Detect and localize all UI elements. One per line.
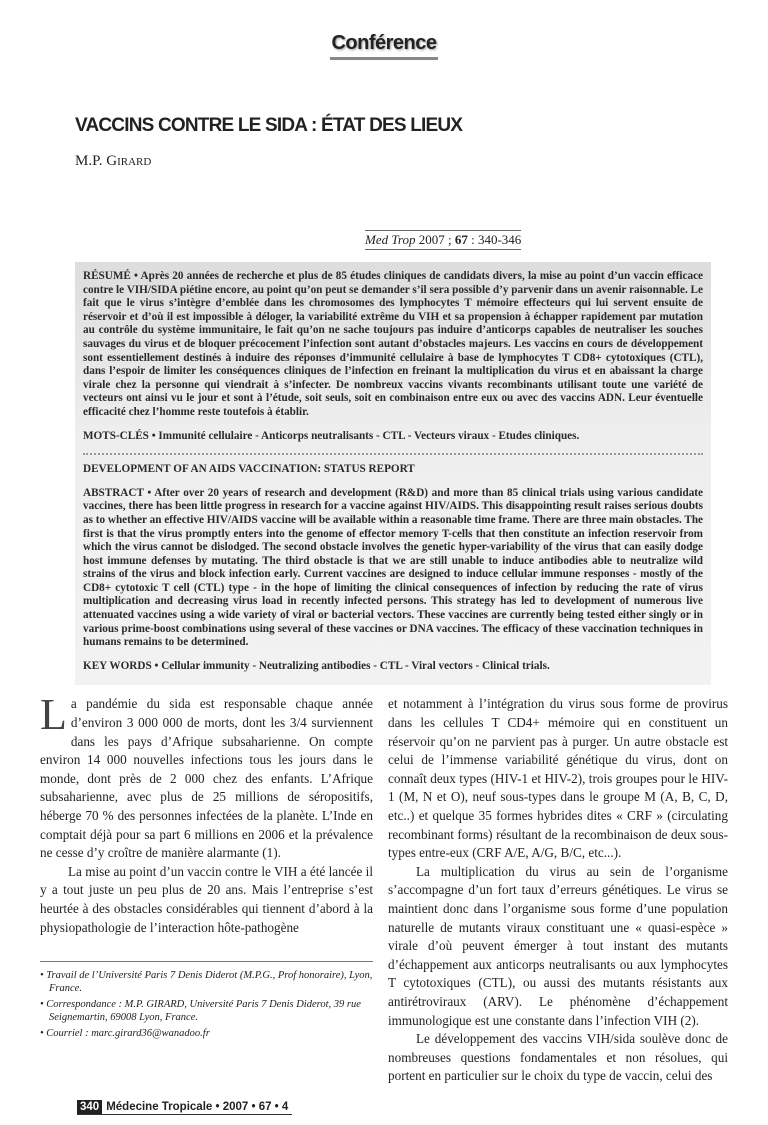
- footnote-affiliation: • Travail de l’Université Paris 7 Denis Diderot (M.P.G., Prof honoraire), Lyon, France.: [40, 970, 373, 994]
- author-initials: M.P.: [75, 153, 107, 169]
- author: [75, 153, 151, 170]
- key-words: KEY WORDS • Cellular immunity - Neutralizing antibodies - CTL - Viral vectors - Clinical trials.: [83, 659, 550, 672]
- resume: RÉSUMÉ • Après 20 années de recherche et plus de 85 études cliniques de candidats divers, la mise au point d’un vaccin efficace contre le VIH/SIDA piétine encore, au point qu’on peut se demander s’il sera possible d’y parvenir dans un avenir raisonnable. Le fait que le virus s’intègre d’emblée dans les chromosomes des lymphocytes T mémoire effecteurs qui lui servent ensuite de réservoir et d’où il est impossible à déloger, la variabilité extrême du VIH et sa propension à échapper rapidement par mutation au contrôle du système immunitaire, le fait qu’on ne sache toujours pas induire d’anticorps capables de neutraliser les souches sauvages du virus et de bloquer précocement l’infection sont autant d’obstacles majeurs. Les vaccins en cours de développement sont essentiellement destinés à induire des réponses d’immunité cellulaire à base de lymphocytes T CD8+ cytotoxiques (CTL), dans l’espoir de limiter les conséquences cliniques de l’infection en freinant la multiplication du virus et en abaissant la charge virale chez la personne qui viendrait à s’infecter. De nombreux vaccins vivants recombinants utilisant toute une variété de vecteurs ont ainsi vu le jour et sont à l’étude, soit seuls, soit en combinaison entre eux ou avec des vaccins ADN. Leur éventuelle efficacité chez l’homme reste toutefois à établir.: [83, 270, 703, 418]
- journal-info: Médecine Tropicale • 2007 • 67 • 4: [106, 1100, 289, 1113]
- paragraph: [40, 690, 373, 862]
- footnote-email: • Courriel : marc.girard36@wanadoo.fr: [40, 1028, 210, 1040]
- abstract-box: [75, 262, 711, 685]
- citation-pages: : 340-346: [467, 232, 522, 247]
- citation-year: 2007 ;: [415, 232, 455, 247]
- right-column: [388, 695, 728, 1085]
- author-name: Girard: [106, 153, 152, 169]
- paragraph: et notamment à l’intégration du virus sous forme de provirus dans les cellules T CD4+ mémoire qui en constituent un réservoir qu’on ne parvient pas à purger. Un autre obstacle est celui de l’immense variabilité génétique du virus, dont on connaît deux types (HIV-1 et HIV-2), trois groupes pour le HIV-1 (M, N et O), neuf sous-types dans le groupe M (A, B, C, D, etc..) et quelque 35 formes hybrides dites « CRF » (circulating recombinant forms) résultant de la recombinaison de deux sous-types entre-eux (CRF A/E, A/G, B/C, etc...).: [388, 696, 728, 861]
- article-title: VACCINS CONTRE LE SIDA : ÉTAT DES LIEUX: [75, 115, 463, 136]
- english-title: DEVELOPMENT OF AN AIDS VACCINATION: STATUS REPORT: [83, 463, 415, 476]
- page-number: 340: [77, 1100, 102, 1114]
- article-header: [0, 0, 768, 262]
- dotted-divider: [83, 453, 703, 455]
- drop-cap: L: [40, 690, 67, 740]
- paragraph-text: a pandémie du sida est responsable chaque année d’environ 3 000 000 de morts, dont les 3/4 surviennent dans les pays d’Afrique subsaharienne. On compte environ 14 000 nouvelles infections tous les jours dans le monde, dont près de 2 000 chez des enfants. L’Afrique subsaharienne, avec plus de 25 millions de séropositifs, héberge 70 % des personnes infectées de la planète. L’Inde en comptait déjà pour sa part 6 millions en 2006 et la prévalence ne cesse d’y croître de manière alarmante (1).: [40, 696, 373, 861]
- rubric-label: Conférence: [330, 32, 437, 60]
- left-column: [40, 690, 373, 1085]
- section-rubric: [0, 32, 768, 60]
- paragraph: La multiplication du virus au sein de l’organisme s’accompagne d’un fort taux d’erreurs génétiques. Le virus se maintient donc dans l’organisme sous forme d’une population naturelle de mutants viraux constituant une « quasi-espèce » virale d’où peuvent émerger à tout instant des mutants d’échappement aux anticorps neutralisants ou aux lymphocytes T cytotoxiques (CTL), ou aussi des mutants résistants aux antirétroviraux (ARV). Le phénomène d’échappement immunologique est une constante dans l’infection VIH (2).: [388, 863, 728, 1028]
- citation-volume: 67: [454, 232, 468, 247]
- paragraph: La mise au point d’un vaccin contre le VIH a été lancée il y a tout juste un peu plus de 20 ans. Mais l’entreprise s’est heurtée à des obstacles considérables qui tiennent d’abord à la physiopathologie de l’interaction hôte-pathogène: [40, 863, 373, 935]
- footnote-correspondence: • Correspondance : M.P. GIRARD, Université Paris 7 Denis Diderot, 39 rue Seignemartin, 69008 Lyon, France.: [40, 999, 361, 1023]
- citation: [365, 230, 521, 250]
- paragraph: Le développement des vaccins VIH/sida soulève donc de nombreuses questions fondamentales et non résolues, qui portent en particulier sur le choix du type de vaccin, celui des: [388, 1031, 728, 1084]
- citation-journal: Med Trop: [365, 232, 416, 247]
- abstract: ABSTRACT • After over 20 years of research and development (R&D) and more than 85 clinical trials using various candidate vaccines, there has been little progress in research for a vaccine against HIV/AIDS. This disappointing result raises serious doubts as to whether an effective HIV/AIDS vaccine will be available within a reasonable time frame. There are three main obstacles. The first is that the virus promptly enters into the genome of effector memory T-cells that then constitute an infection reservoir from which the virus cannot be dislodged. The second obstacle involves the genetic hyper-variability of the virus that can easily dodge host immune defenses by mutating. The third obstacle is that we are still unable to induce antibodies able to neutralize wild strains of the virus and block infection early. Current vaccines are designed to induce cellular immune responses - mostly of the CD8+ cytotoxic T cell (CTL) type - in the hope of limiting the clinical consequences of infection by reducing the rate of virus multiplication and decreasing virus load in recently infected persons. This strategy has led to development of numerous live attenuated vaccines using a wide variety of viral or bacterial vectors. These vaccines are currently being tested either singly or in various prime-boost combinations using several of these vaccines or DNA vaccines. The efficacy of these vaccination techniques in humans remains to be determined.: [83, 486, 704, 649]
- mots-cles: MOTS-CLÉS • Immunité cellulaire - Anticorps neutralisants - CTL - Vecteurs viraux - Etudes cliniques.: [83, 429, 580, 442]
- footnotes: [40, 961, 373, 1045]
- page-footer: [77, 1100, 292, 1115]
- body-columns: [40, 690, 728, 1085]
